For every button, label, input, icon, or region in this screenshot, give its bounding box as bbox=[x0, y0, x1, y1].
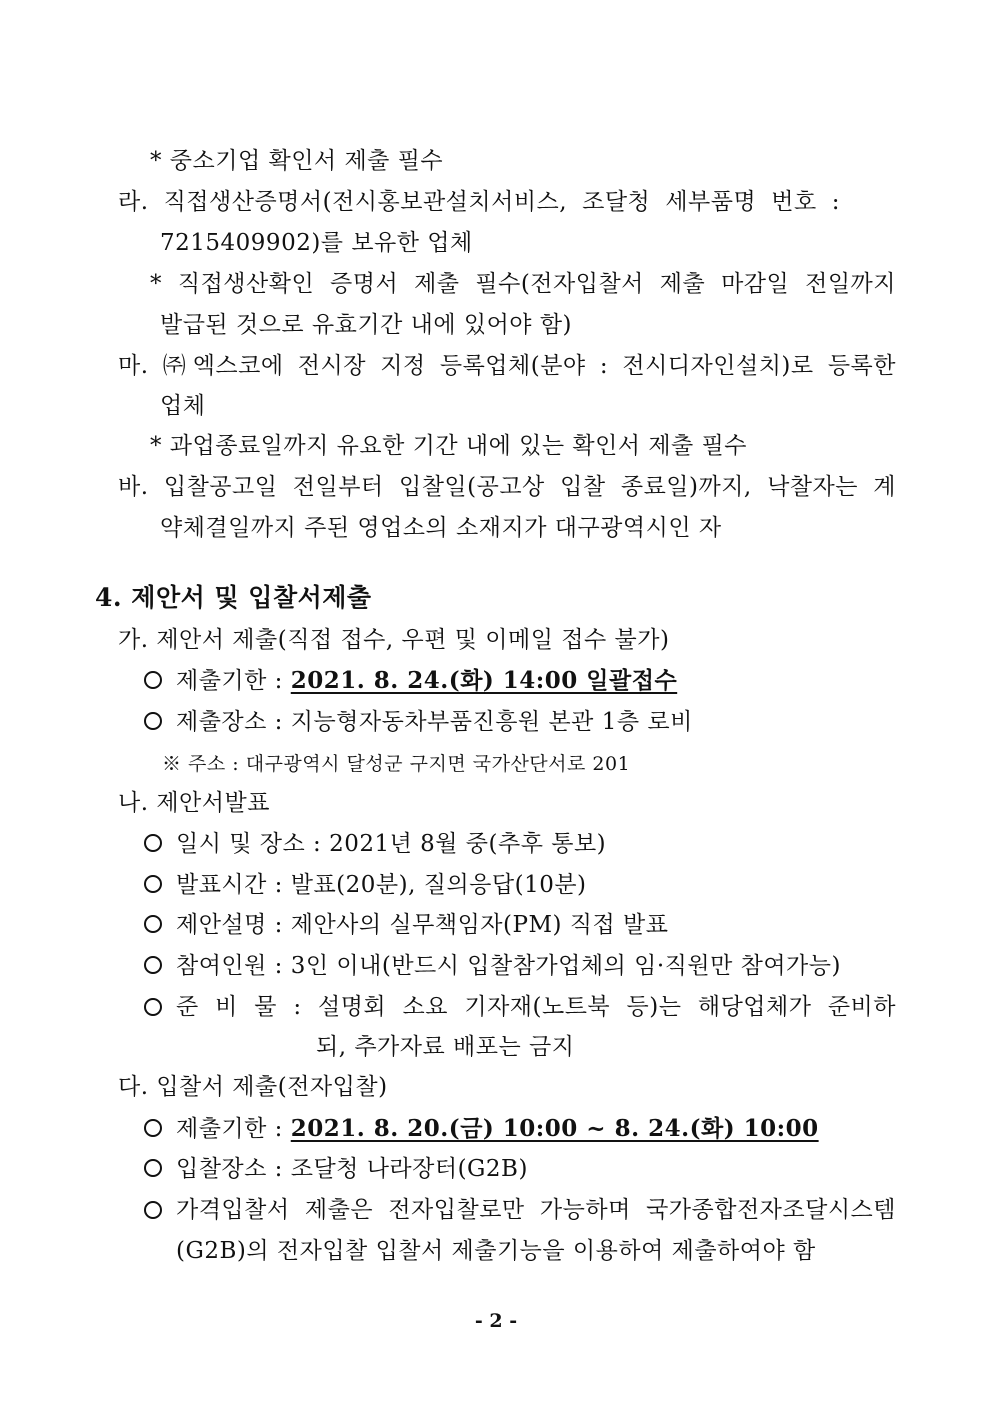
sme-note: * 중소기업 확인서 제출 필수 bbox=[150, 148, 444, 174]
na-item4: 참여인원 : 3인 이내(반드시 입찰참가업체의 임·직원만 참여가능) bbox=[176, 953, 841, 979]
circle-bullet-icon bbox=[144, 1119, 162, 1137]
item-na-title: 나. 제안서발표 bbox=[118, 790, 270, 816]
da-place: 입찰장소 : 조달청 나라장터(G2B) bbox=[176, 1156, 528, 1182]
da-deadline-row bbox=[144, 1114, 819, 1144]
item-da-title: 다. 입찰서 제출(전자입찰) bbox=[118, 1074, 388, 1100]
item-ba-line1: 바. 입찰공고일 전일부터 입찰일(공고상 입찰 종료일)까지, 낙찰자는 계 bbox=[118, 474, 896, 500]
item-ma-line1: 마. ㈜엑스코에 전시장 지정 등록업체(분야 : 전시디자인설치)로 등록한 bbox=[118, 353, 896, 379]
na-item3: 제안설명 : 제안사의 실무책임자(PM) 직접 발표 bbox=[176, 912, 669, 938]
da-note-line2: (G2B)의 전자입찰 입찰서 제출기능을 이용하여 제출하여야 함 bbox=[176, 1238, 816, 1264]
ga-place: 제출장소 : 지능형자동차부품진흥원 본관 1층 로비 bbox=[176, 709, 693, 735]
circle-bullet-icon bbox=[144, 834, 162, 852]
na-item4-row bbox=[144, 951, 841, 981]
na-item2: 발표시간 : 발표(20분), 질의응답(10분) bbox=[176, 872, 587, 898]
ga-place-row bbox=[144, 707, 693, 737]
item-ra-note-line1: * 직접생산확인 증명서 제출 필수(전자입찰서 제출 마감일 전일까지 bbox=[150, 271, 896, 297]
section4-heading: 4. 제안서 및 입찰서제출 bbox=[95, 583, 372, 612]
na-item1-row bbox=[144, 829, 606, 859]
item-ma-note: * 과업종료일까지 유요한 기간 내에 있는 확인서 제출 필수 bbox=[150, 433, 748, 459]
na-item5-row bbox=[144, 992, 896, 1022]
da-note-row bbox=[144, 1195, 896, 1225]
da-note-line1: 가격입찰서 제출은 전자입찰로만 가능하며 국가종합전자조달시스템 bbox=[176, 1197, 896, 1223]
circle-bullet-icon bbox=[144, 875, 162, 893]
ga-deadline-label: 제출기한 : bbox=[176, 668, 291, 694]
item-ga-title: 가. 제안서 제출(직접 접수, 우편 및 이메일 접수 불가) bbox=[118, 627, 670, 653]
item-ma-line2: 업체 bbox=[160, 393, 206, 419]
item-ba-line2: 약체결일까지 주된 영업소의 소재지가 대구광역시인 자 bbox=[160, 515, 722, 541]
page-number: - 2 - bbox=[474, 1310, 518, 1332]
item-ra-line1: 라. 직접생산증명서(전시홍보관설치서비스, 조달청 세부품명 번호 : bbox=[118, 189, 840, 215]
ga-deadline-row bbox=[144, 666, 677, 696]
na-item5-line1: 준 비 물 : 설명회 소요 기자재(노트북 등)는 해당업체가 준비하 bbox=[176, 994, 896, 1020]
ga-deadline-value: 2021. 8. 24.(화) 14:00 일괄접수 bbox=[290, 667, 678, 694]
item-ra-note-line2: 발급된 것으로 유효기간 내에 있어야 함) bbox=[160, 312, 573, 338]
circle-bullet-icon bbox=[144, 712, 162, 730]
na-item5-line2: 되, 추가자료 배포는 금지 bbox=[316, 1034, 575, 1060]
item-ra-line2: 7215409902)를 보유한 업체 bbox=[160, 230, 473, 256]
na-item3-row bbox=[144, 910, 668, 940]
na-item1: 일시 및 장소 : 2021년 8월 중(추후 통보) bbox=[176, 831, 607, 857]
circle-bullet-icon bbox=[144, 998, 162, 1016]
na-item2-row bbox=[144, 870, 587, 900]
circle-bullet-icon bbox=[144, 671, 162, 689]
da-deadline-label: 제출기한 : bbox=[176, 1116, 291, 1142]
circle-bullet-icon bbox=[144, 1201, 162, 1219]
da-deadline-value: 2021. 8. 20.(금) 10:00 ~ 8. 24.(화) 10:00 bbox=[290, 1115, 819, 1142]
circle-bullet-icon bbox=[144, 1159, 162, 1177]
circle-bullet-icon bbox=[144, 956, 162, 974]
circle-bullet-icon bbox=[144, 915, 162, 933]
da-place-row bbox=[144, 1154, 528, 1184]
ga-address: ※ 주소 : 대구광역시 달성군 구지면 국가산단서로 201 bbox=[162, 753, 631, 775]
